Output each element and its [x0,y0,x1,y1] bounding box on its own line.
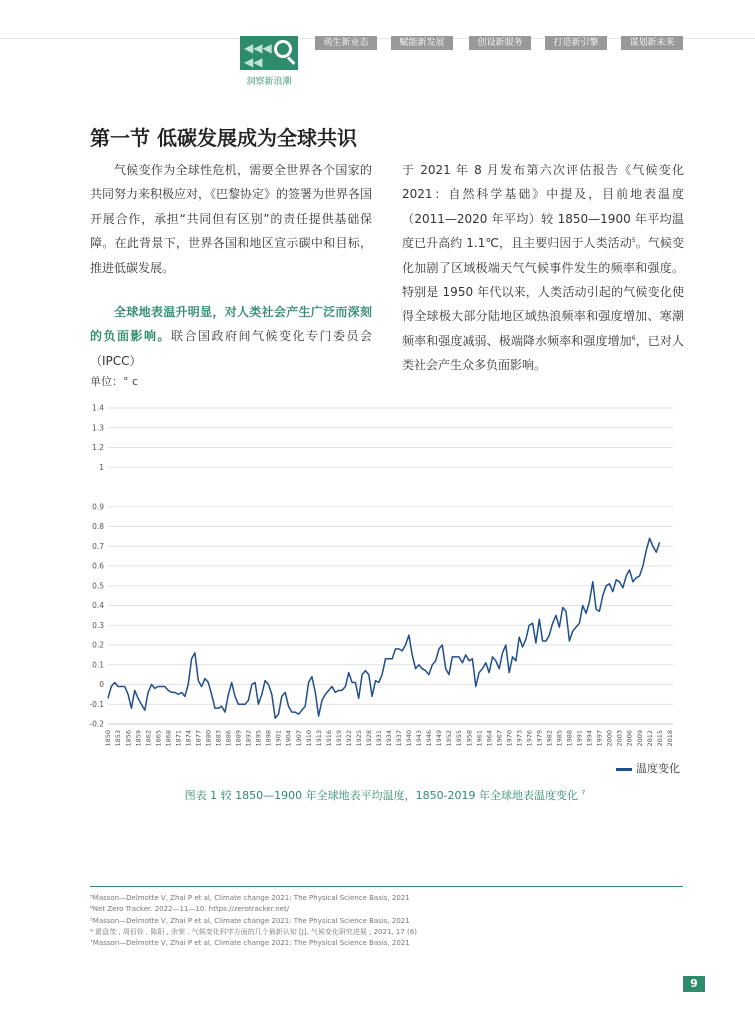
x-tick-label: 1994 [585,730,594,747]
paragraph-ipcc [402,158,684,378]
x-tick-label: 1919 [334,730,343,747]
footnote-ref: 7 [581,789,586,797]
highlight-text: 全球地表温升明显，对人类社会产生广泛而深刻的负面影响。 [90,305,372,344]
text-run: 。气候变化加剧了区域极端天气气候事件发生的频率和强度。特别是 1950 年代以来，人类活动引起的气候变化使得全球极大部分陆地区域热浪频率和强度增加、寒潮频率和强度减弱、极端降水频率和强度增加 [402,236,684,348]
chart-caption [0,787,755,803]
x-tick-label: 1961 [475,730,484,747]
footnote-ref: 6 [631,334,636,342]
x-tick-label: 1907 [294,730,303,747]
paragraph-warming [90,300,372,373]
x-tick-label: 2006 [625,730,634,747]
x-tick-label: 2015 [655,730,664,747]
x-tick-label: 2003 [615,730,624,747]
x-tick-label: 1931 [374,730,383,747]
x-tick-label: 1997 [595,730,604,747]
x-tick-label: 1928 [364,730,373,747]
x-tick-label: 1955 [455,730,464,747]
x-tick-label: 1865 [154,730,163,747]
y-tick-label: 1 [99,462,104,472]
footnote: ⁵Masson—Delmotte V, Zhai P et al, Climate change 2021: The Physical Science Basis, 2021 [90,916,410,925]
x-tick-label: 1925 [354,730,363,747]
paragraph-text: 联合国政府间气候变化专门委员会（IPCC） [90,329,372,368]
x-tick-label: 1976 [525,730,534,747]
footnotes [90,893,690,949]
chevron-left-icon: ◀◀◀ [244,41,272,55]
y-tick-label: 0.1 [92,660,104,670]
legend-label: 温度变化 [636,762,680,775]
x-tick-label: 1973 [515,730,524,747]
x-tick-label: 1886 [224,730,233,747]
magnifier-icon [274,40,292,58]
footnote: ⁵Masson—Delmotte V, Zhai P et al, Climate change 2021: The Physical Science Basis, 2021 [90,894,410,902]
x-tick-label: 1874 [184,730,193,747]
x-tick-label: 1883 [214,730,223,747]
x-tick-label: 1958 [465,730,474,747]
y-tick-label: 0.5 [92,581,104,591]
x-tick-label: 1988 [565,730,574,747]
y-tick-label: 0.6 [92,561,104,571]
x-tick-label: 1916 [324,730,333,747]
logo-caption: 洞察新浪潮 [246,77,292,87]
y-tick-label: 0.7 [92,541,104,551]
page-number: 9 [683,976,705,992]
x-tick-label: 1982 [545,730,554,747]
y-tick-label: 1.4 [92,403,104,413]
x-tick-label: 1895 [254,730,263,747]
y-tick-label: 1.3 [92,423,104,433]
x-tick-label: 2009 [635,730,644,747]
magnifier-handle [287,56,295,64]
x-tick-label: 1964 [485,730,494,747]
x-tick-label: 1877 [194,730,203,747]
footnote: ⁶Net Zero Tracker. 2022—11—10. https://zerotracker.net/ [90,905,290,914]
body-column-right [402,158,684,378]
x-tick-label: 2000 [605,730,614,747]
x-tick-label: 1946 [425,730,434,747]
x-tick-label: 1937 [395,730,404,747]
x-tick-label: 1850 [104,730,113,747]
chart-unit-label: 单位：° c [90,375,139,388]
y-tick-label: -0.1 [89,699,104,709]
x-tick-label: 1898 [264,730,273,747]
footnote-rule [90,886,683,887]
x-tick-label: 1949 [435,730,444,747]
footnote-ref: 5 [631,237,636,245]
x-tick-label: 1880 [204,730,213,747]
x-tick-label: 1910 [304,730,313,747]
x-tick-label: 1943 [415,730,424,747]
brand-logo [240,36,298,70]
x-tick-label: 1868 [164,730,173,747]
legend-swatch [616,768,632,771]
x-tick-label: 1853 [114,730,123,747]
text-run: ，已对人类社会产生众多负面影响。 [402,333,684,373]
caption-text: 图表 1 较 1850—1900 年全球地表平均温度，1850-2019 年全球地表温度变化 [184,789,579,802]
x-tick-label: 1901 [274,730,283,747]
temperature-line-chart [85,396,685,756]
x-tick-label: 1913 [314,730,323,747]
x-tick-label: 1922 [344,730,353,747]
nav-tab-5[interactable]: 谋划新未来 [621,36,683,50]
nav-tab-2[interactable]: 赋能新发展 [391,36,453,50]
x-tick-label: 1985 [555,730,564,747]
x-tick-label: 1859 [134,730,143,747]
x-tick-label: 2012 [645,730,654,747]
section-title: 第一节 低碳发展成为全球共识 [90,126,357,150]
footnote: ⁷Masson—Delmotte V, Zhai P et al, Climate change 2021: The Physical Science Basis, 2021 [90,939,410,948]
series-line-temperature [108,538,660,718]
body-column-left [90,158,372,373]
x-tick-label: 1904 [284,730,293,747]
x-tick-label: 1871 [174,730,183,747]
paragraph-intro: 气候变作为全球性危机，需要全世界各个国家的共同努力来积极应对，《巴黎协定》的签署为世界各国开展合作，承担“共同但有区别”的责任提供基础保障。在此背景下，世界各国和地区宣示碳中和目标，推进低碳发展。 [90,163,373,275]
y-tick-label: 0.4 [92,601,104,610]
y-tick-label: 0 [99,680,104,689]
x-tick-label: 1979 [535,730,544,747]
x-tick-label: 1940 [405,730,414,747]
y-tick-label: 1.2 [92,443,104,452]
nav-tab-4[interactable]: 打造新引擎 [545,36,607,50]
x-tick-label: 1991 [575,730,584,747]
x-tick-label: 1856 [124,730,133,747]
x-tick-label: 1862 [144,730,153,747]
chevron-left-icon: ◀◀ [244,55,263,69]
nav-tab-3[interactable]: 创设新服务 [469,36,531,50]
chart-legend [616,760,680,776]
x-tick-label: 2018 [665,730,674,747]
x-tick-label: 1967 [495,730,504,747]
x-tick-label: 1952 [445,730,454,747]
y-tick-label: 0.9 [92,502,104,512]
y-tick-label: -0.2 [89,719,104,729]
x-tick-label: 1889 [234,730,243,747]
y-tick-label: 0.8 [92,522,104,531]
y-tick-label: 0.2 [92,640,104,650]
x-tick-label: 1892 [244,730,253,747]
x-tick-label: 1934 [385,730,394,747]
x-tick-label: 1970 [505,730,514,747]
text-run: 于 2021 年 8 月发布第六次评估报告《气候变化 2021：自然科学基础》中提及，目前地表温度（2011—2020 年平均）较 1850—1900 年平均温度已升高约 1.1℃，且主要归因于人类活动 [402,163,684,251]
y-tick-label: 0.3 [92,620,104,630]
footnote: ⁶ 翟盘茂 , 周佰铨 , 陈阳 , 余荣 . 气候变化科学方面的几个最新认知 [J]. 气候变化研究进展 , 2021, 17 (6) [90,927,417,936]
nav-tab-1[interactable]: 萌生新业态 [315,36,377,50]
